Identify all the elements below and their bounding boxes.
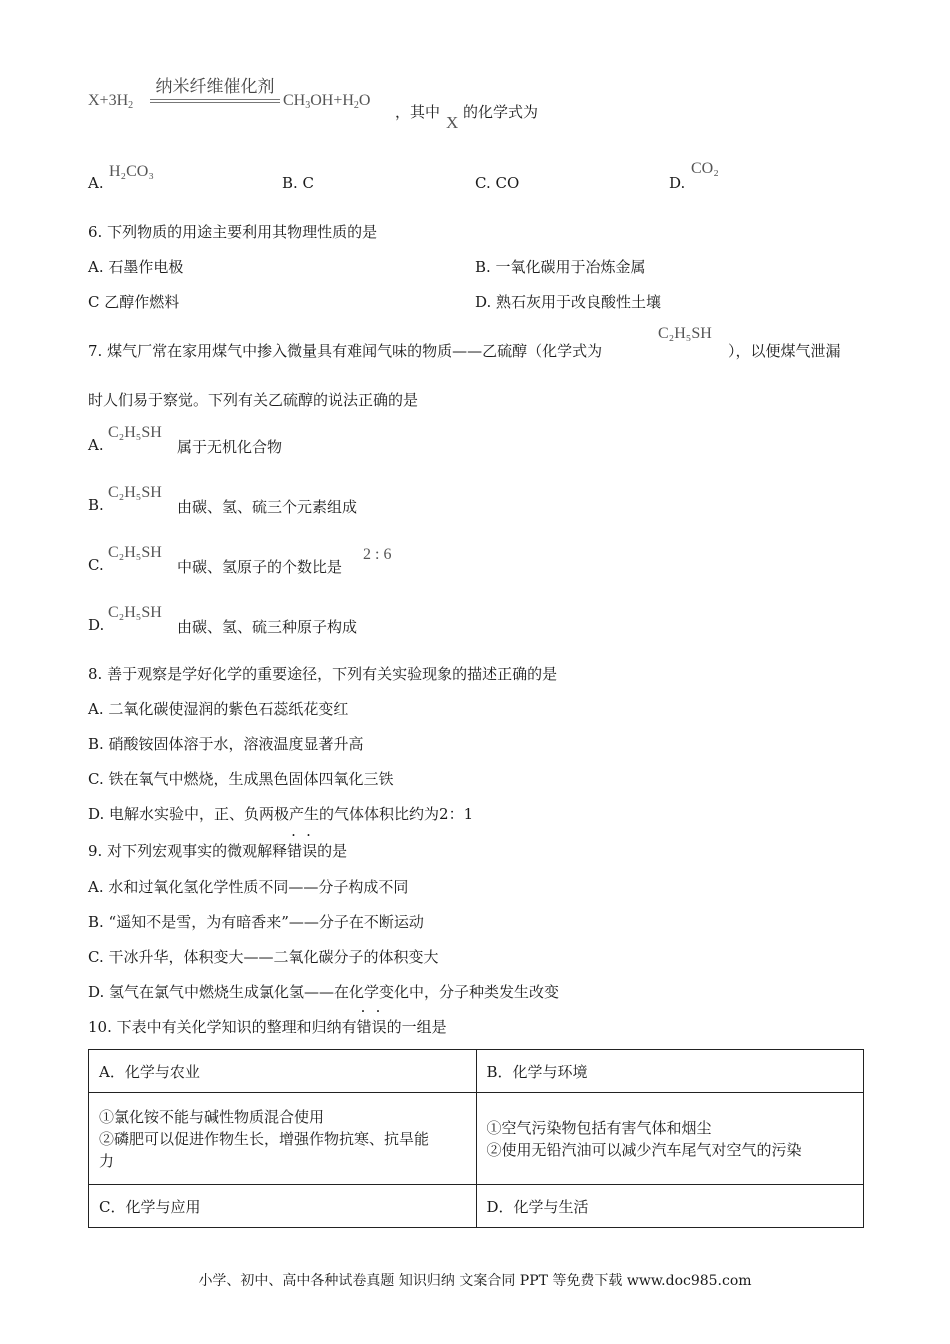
q10-table xyxy=(88,1049,864,1228)
q10-stem: 10. 下表中有关化学知识的整理和归纳有错误的一组是 xyxy=(88,1018,447,1036)
q7-option-c: C. xyxy=(88,556,104,574)
q6-option-a: A. 石墨作电极 xyxy=(88,258,184,276)
q9-option-d: D. 氢气在氯气中燃烧生成氯化氢——在化学变化中，分子种类发生改变 xyxy=(88,983,560,1001)
q7-option-b-text: 由碳、氢、硫三个元素组成 xyxy=(177,498,358,516)
q7-option-b-formula: C₂H₅SH xyxy=(108,484,162,501)
q7-option-c-text: 中碳、氢原子的个数比是 xyxy=(177,558,343,576)
q7-option-c-ratio: 2 : 6 xyxy=(363,546,392,563)
table-a-item: ①氯化铵不能与碱性物质混合使用 xyxy=(99,1107,325,1126)
q7-option-a-formula: C₂H₅SH xyxy=(108,424,162,441)
emphasis-dot-cuo: 错 xyxy=(356,1018,372,1036)
q8-option-b: B. 硝酸铵固体溶于水，溶液温度显著升高 xyxy=(88,735,364,753)
q7-option-c-formula: C₂H₅SH xyxy=(108,544,162,561)
q7-option-d: D. xyxy=(88,616,105,634)
q5-option-b: B. C xyxy=(282,174,315,192)
table-cell-a-body xyxy=(89,1093,477,1185)
q7-option-a: A. xyxy=(88,436,104,454)
q8-option-a: A. 二氧化碳使湿润的紫色石蕊纸花变红 xyxy=(88,700,349,718)
q8-option-d: D. 电解水实验中，正、负两极产生的气体体积比约为2：1 xyxy=(88,805,474,823)
q7-stem-a: 7. 煤气厂常在家用煤气中掺入微量具有难闻气味的物质——乙硫醇（化学式为 xyxy=(88,342,603,360)
emphasis-dot-wu: 误 xyxy=(302,842,318,860)
q5-option-c: C. CO xyxy=(475,174,520,192)
q5-option-d: D. xyxy=(669,174,686,192)
table-b-item: ①空气污染物包括有害气体和烟尘 xyxy=(486,1118,712,1137)
q7-stem-b: ），以便煤气泄漏 xyxy=(728,342,841,360)
table-a-item: ②磷肥可以促进作物生长，增强作物抗寒、抗旱能 xyxy=(99,1129,430,1148)
q8-stem: 8. 善于观察是学好化学的重要途径，下列有关实验现象的描述正确的是 xyxy=(88,665,558,683)
q5-option-a: A. xyxy=(88,174,104,192)
q9-stem: 9. 对下列宏观事实的微观解释错误的是 xyxy=(88,842,348,860)
q7-formula: C₂H₅SH xyxy=(658,325,712,342)
q9-option-a: A. 水和过氧化氢化学性质不同——分子构成不同 xyxy=(88,878,409,896)
q5-option-d-formula: CO₂ xyxy=(691,160,719,177)
emphasis-dot-wu: 误 xyxy=(371,1018,387,1036)
q6-option-d: D. 熟石灰用于改良酸性土壤 xyxy=(475,293,662,311)
table-cell-a-head: A．化学与农业 xyxy=(89,1050,477,1093)
table-b-item: ②使用无铅汽油可以减少汽车尾气对空气的污染 xyxy=(486,1140,802,1159)
reaction-tail: ，其中 xyxy=(395,103,441,121)
q9-option-c: C. 干冰升华，体积变大——二氧化碳分子的体积变大 xyxy=(88,948,439,966)
reaction-condition: 纳米纤维催化剂 xyxy=(150,72,280,103)
page-footer: 小学、初中、高中各种试卷真题 知识归纳 文案合同 PPT 等免费下载 www.doc985.com xyxy=(198,1273,752,1289)
q7-option-a-text: 属于无机化合物 xyxy=(177,438,283,456)
table-cell-c-head: C．化学与应用 xyxy=(89,1185,477,1228)
table-a-item: 力 xyxy=(99,1151,115,1170)
table-cell-b-body xyxy=(476,1093,864,1185)
q8-option-c: C. 铁在氧气中燃烧，生成黑色固体四氧化三铁 xyxy=(88,770,394,788)
reaction-arrow-double-line xyxy=(150,99,280,103)
reaction-x: X xyxy=(446,113,459,132)
q6-stem: 6. 下列物质的用途主要利用其物理性质的是 xyxy=(88,223,378,241)
q5-option-a-formula: H₂CO₃ xyxy=(109,163,154,180)
reaction-left: $X+3H_2$ xyxy=(88,92,134,111)
q7-stem-c: 时人们易于察觉。下列有关乙硫醇的说法正确的是 xyxy=(88,391,419,409)
q7-option-d-formula: C₂H₅SH xyxy=(108,604,162,621)
reaction-tail2: 的化学式为 xyxy=(463,103,539,121)
table-cell-b-head: B．化学与环境 xyxy=(476,1050,864,1093)
table-cell-d-head: D．化学与生活 xyxy=(476,1185,864,1228)
emphasis-dot-cuo: 错 xyxy=(287,842,303,860)
q7-option-d-text: 由碳、氢、硫三种原子构成 xyxy=(177,618,358,636)
q6-option-b: B. 一氧化碳用于冶炼金属 xyxy=(475,258,646,276)
q7-option-b: B. xyxy=(88,496,104,514)
q9-option-b: B. “遥知不是雪，为有暗香来”——分子在不断运动 xyxy=(88,913,424,931)
q6-option-c: C 乙醇作燃料 xyxy=(88,293,180,311)
reaction-right: $CH_3OH+H_2O$ xyxy=(283,92,371,111)
